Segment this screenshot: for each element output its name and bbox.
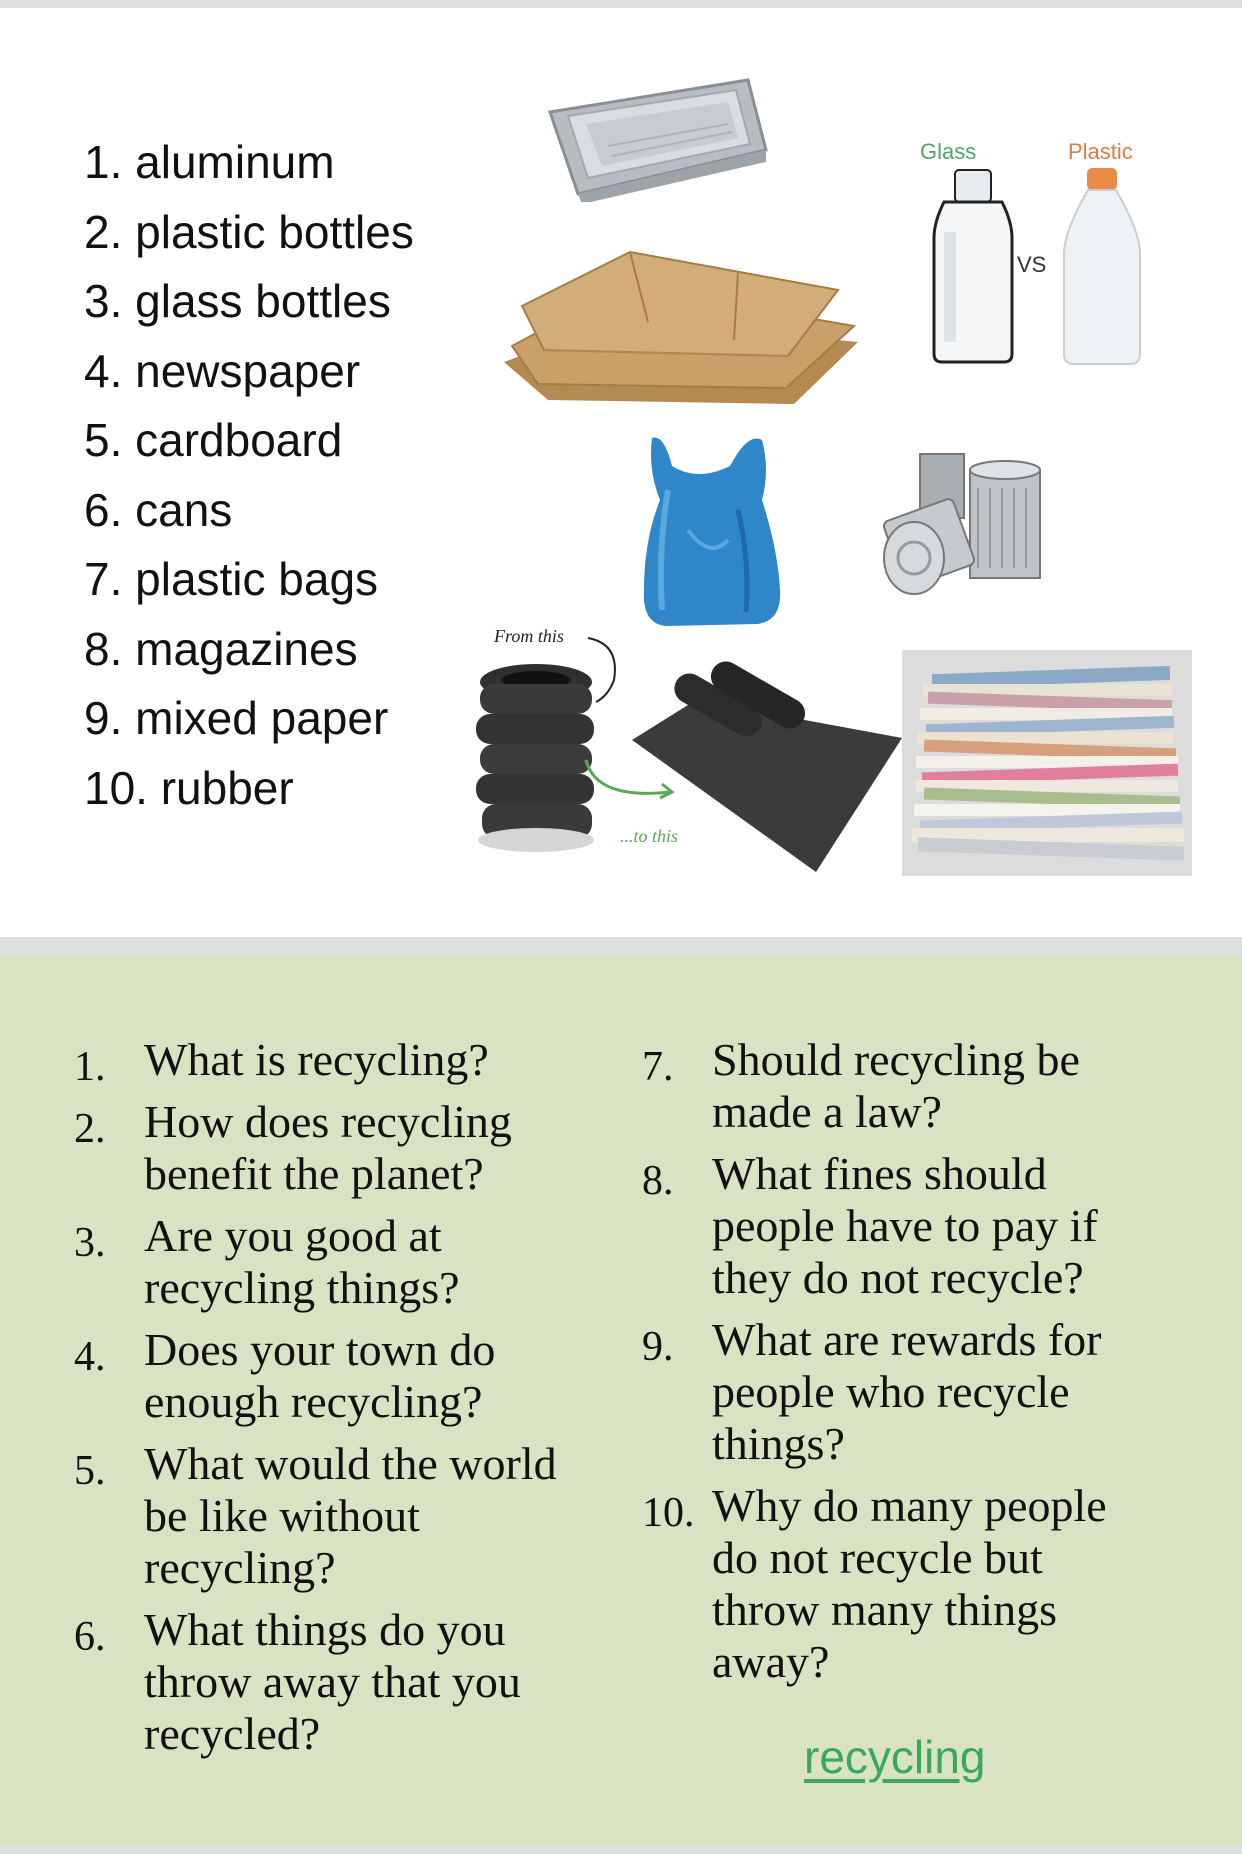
question-text-line: What would the world <box>144 1438 557 1489</box>
plastic-bag-image <box>638 430 786 628</box>
material-item: 8. magazines <box>84 622 358 675</box>
question-text-line: away? <box>712 1636 830 1687</box>
question-item <box>74 1096 594 1200</box>
question-text-line: people have to pay if <box>712 1200 1098 1251</box>
question-text-line: Does your town do <box>144 1324 496 1375</box>
question-number: 9. <box>642 1324 674 1370</box>
question-item <box>74 1210 594 1314</box>
question-text-line: recycling things? <box>144 1262 460 1313</box>
question-text-line: people who recycle <box>712 1366 1070 1417</box>
question-item <box>642 1314 1202 1470</box>
question-text-line: What is recycling? <box>144 1034 489 1085</box>
question-item <box>642 1034 1202 1138</box>
question-text-line: do not recycle but <box>712 1532 1043 1583</box>
question-text-line: Should recycling be <box>712 1034 1080 1085</box>
recycling-link[interactable]: recycling <box>804 1731 986 1783</box>
material-item: 2. plastic bottles <box>84 205 414 258</box>
materials-list <box>84 128 414 823</box>
question-item <box>74 1034 594 1090</box>
question-text-line: recycled? <box>144 1708 321 1759</box>
question-text-line: Are you good at <box>144 1210 442 1261</box>
question-number: 6. <box>74 1614 106 1660</box>
question-item <box>74 1438 594 1594</box>
question-text-line: What are rewards for <box>712 1314 1102 1365</box>
material-item: 9. mixed paper <box>84 692 389 744</box>
question-text-line: they do not recycle? <box>712 1252 1084 1303</box>
question-text-line: made a law? <box>712 1086 942 1137</box>
material-item: 10. rubber <box>84 761 294 814</box>
question-text-line: throw many things <box>712 1584 1057 1635</box>
question-number: 8. <box>642 1158 674 1204</box>
question-text-line: things? <box>712 1418 845 1469</box>
cardboard-image <box>498 250 870 408</box>
material-item: 7. plastic bags <box>84 553 379 605</box>
from-this-label: From this <box>494 626 564 646</box>
tires-rubber-image <box>466 620 906 876</box>
vs-label: VS <box>1017 252 1047 277</box>
cans-image <box>874 448 1050 602</box>
question-number: 1. <box>74 1044 106 1090</box>
question-text-line: What things do you <box>144 1604 506 1655</box>
material-item: 1. aluminum <box>84 136 335 188</box>
question-text-line: recycling? <box>144 1542 336 1593</box>
question-number: 3. <box>74 1220 106 1266</box>
material-item: 4. newspaper <box>84 344 361 397</box>
question-number: 2. <box>74 1106 106 1152</box>
question-text-line: Why do many people <box>712 1480 1107 1531</box>
questions-left-column <box>74 1034 594 1760</box>
to-this-label: ...to this <box>620 826 679 846</box>
aluminum-tray-image <box>538 72 770 202</box>
question-item <box>642 1148 1202 1304</box>
material-item: 3. glass bottles <box>84 275 391 327</box>
question-text-line: How does recycling <box>144 1096 512 1147</box>
material-item: 6. cans <box>84 483 233 536</box>
question-item <box>642 1480 1202 1688</box>
question-text-line: throw away that you <box>144 1656 521 1707</box>
material-item: 5. cardboard <box>84 414 343 466</box>
glass-label: Glass <box>920 139 977 164</box>
question-text-line: benefit the planet? <box>144 1148 484 1199</box>
question-number: 7. <box>642 1044 674 1090</box>
question-text-line: be like without <box>144 1490 420 1541</box>
magazines-image <box>902 650 1192 876</box>
question-number: 5. <box>74 1448 106 1494</box>
question-text-line: What fines should <box>712 1148 1047 1199</box>
bottles-image <box>900 132 1150 372</box>
question-item <box>74 1324 594 1428</box>
question-number: 10. <box>642 1490 695 1536</box>
question-text-line: enough recycling? <box>144 1376 483 1427</box>
questions-right-column <box>642 1034 1202 1688</box>
plastic-label: Plastic <box>1068 139 1133 164</box>
question-number: 4. <box>74 1334 106 1380</box>
question-item <box>74 1604 594 1760</box>
